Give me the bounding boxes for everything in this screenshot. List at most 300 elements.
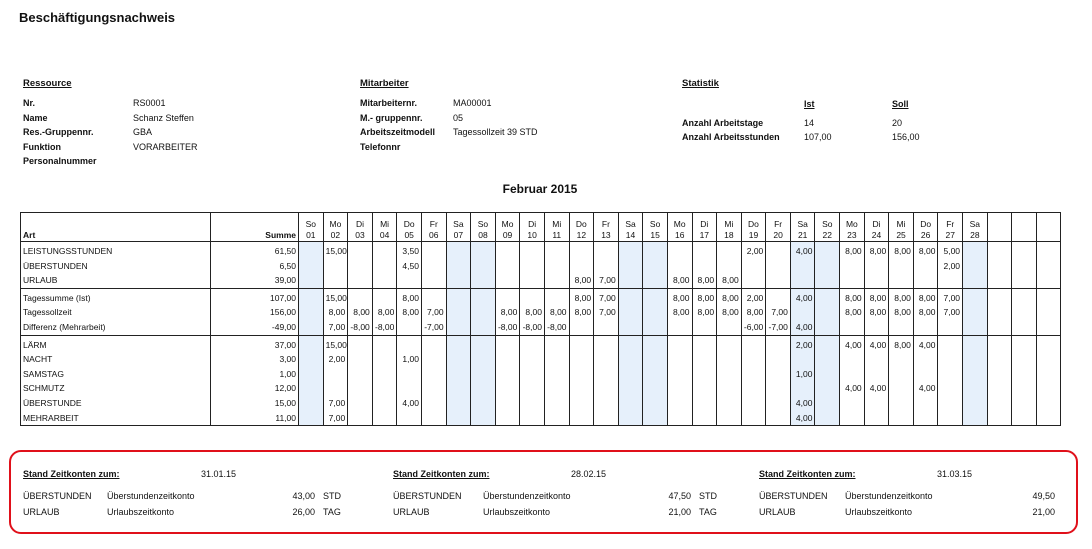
day-cell — [963, 305, 988, 320]
day-cell — [643, 352, 668, 367]
balance-column — [759, 464, 1063, 520]
page-title: Beschäftigungsnachweis — [19, 10, 176, 25]
day-cell — [741, 273, 766, 288]
weekday-label: Mo — [673, 219, 686, 229]
weekday-label: Sa — [625, 219, 636, 229]
day-cell — [963, 273, 988, 288]
day-cell — [889, 352, 914, 367]
day-cell — [471, 381, 496, 396]
day-cell — [987, 396, 1012, 411]
day-number: 08 — [478, 230, 488, 240]
day-cell — [471, 259, 496, 274]
day-cell — [815, 335, 840, 352]
day-cell: 8,00 — [569, 288, 594, 305]
day-number: 21 — [797, 230, 808, 240]
day-cell — [987, 411, 1012, 426]
day-cell — [987, 352, 1012, 367]
weekday-label: Di — [872, 219, 881, 229]
day-cell — [569, 335, 594, 352]
day-cell — [569, 259, 594, 274]
day-cell — [348, 288, 373, 305]
day-cell — [299, 381, 324, 396]
balance-type: URLAUB — [23, 507, 60, 517]
day-cell — [471, 288, 496, 305]
day-cell — [495, 259, 520, 274]
day-cell — [421, 381, 446, 396]
day-cell — [544, 259, 569, 274]
balance-account: Überstundenzeitkonto — [107, 491, 195, 501]
day-header — [594, 213, 619, 242]
day-cell — [299, 411, 324, 426]
day-cell — [471, 352, 496, 367]
day-cell: 8,00 — [913, 242, 938, 259]
day-cell — [446, 396, 471, 411]
day-cell — [299, 320, 324, 335]
day-cell — [1012, 335, 1037, 352]
day-cell — [667, 335, 692, 352]
balance-row — [23, 504, 341, 520]
day-cell: 7,00 — [323, 411, 348, 426]
day-cell — [987, 242, 1012, 259]
day-cell — [594, 320, 619, 335]
day-cell — [766, 411, 791, 426]
day-cell — [913, 396, 938, 411]
day-number: 15 — [650, 230, 660, 240]
day-cell — [495, 352, 520, 367]
day-cell — [938, 335, 963, 352]
stat-col-ist: Ist — [804, 99, 815, 109]
weekday-label: Do — [575, 219, 587, 229]
day-cell — [741, 411, 766, 426]
table-row — [21, 273, 1061, 288]
day-cell — [544, 352, 569, 367]
day-cell — [495, 242, 520, 259]
day-header — [643, 213, 668, 242]
row-sum: 107,00 — [211, 288, 299, 305]
day-header — [667, 213, 692, 242]
day-cell — [1036, 352, 1061, 367]
day-cell — [569, 381, 594, 396]
row-sum: 3,00 — [211, 352, 299, 367]
day-cell: 8,00 — [717, 288, 742, 305]
day-cell — [594, 242, 619, 259]
day-number: 02 — [330, 230, 341, 240]
balance-unit: STD — [699, 491, 717, 501]
day-cell — [1036, 396, 1061, 411]
day-cell: 4,00 — [790, 411, 815, 426]
balance-header — [23, 464, 341, 484]
stat-row — [682, 130, 920, 144]
day-cell — [446, 411, 471, 426]
day-cell: 8,00 — [913, 288, 938, 305]
day-cell — [815, 320, 840, 335]
row-sum: 37,00 — [211, 335, 299, 352]
account-balances-box — [9, 450, 1078, 534]
day-cell: 7,00 — [594, 305, 619, 320]
day-cell — [446, 320, 471, 335]
day-cell — [766, 396, 791, 411]
day-cell: 2,00 — [938, 259, 963, 274]
stat-soll: 156,00 — [892, 132, 920, 142]
day-header — [987, 213, 1012, 242]
day-number: 10 — [527, 230, 537, 240]
day-cell — [446, 288, 471, 305]
day-cell — [815, 242, 840, 259]
day-cell: 7,00 — [938, 288, 963, 305]
day-cell — [323, 381, 348, 396]
day-header — [1012, 213, 1037, 242]
day-header — [840, 213, 865, 242]
day-number: 11 — [552, 230, 562, 240]
day-cell — [421, 259, 446, 274]
day-cell — [397, 273, 422, 288]
day-cell — [717, 352, 742, 367]
weekday-label: So — [477, 219, 489, 229]
day-cell — [471, 320, 496, 335]
day-number: 22 — [822, 230, 832, 240]
mitarbeiter-heading: Mitarbeiter — [360, 78, 409, 89]
field-label: Mitarbeiternr. — [360, 98, 418, 108]
day-cell — [618, 396, 643, 411]
day-cell — [421, 411, 446, 426]
day-number: 24 — [871, 230, 882, 240]
day-cell: 8,00 — [840, 242, 865, 259]
field-value: GBA — [133, 127, 153, 137]
day-cell — [889, 320, 914, 335]
field-row — [23, 96, 283, 111]
day-cell — [495, 273, 520, 288]
day-cell — [544, 242, 569, 259]
day-cell — [299, 367, 324, 382]
day-cell: 8,00 — [692, 288, 717, 305]
field-value: RS0001 — [133, 98, 166, 108]
day-cell — [766, 242, 791, 259]
day-cell — [299, 396, 324, 411]
day-cell — [766, 273, 791, 288]
day-cell — [372, 411, 397, 426]
day-cell — [864, 352, 889, 367]
ressource-section — [23, 78, 283, 169]
row-label: URLAUB — [21, 273, 211, 288]
day-cell — [717, 396, 742, 411]
summe-header: Summe — [211, 213, 299, 242]
day-cell — [963, 259, 988, 274]
statistik-rows — [682, 116, 920, 144]
field-label: Nr. — [23, 98, 36, 108]
day-cell — [323, 367, 348, 382]
day-header — [348, 213, 373, 242]
day-cell — [594, 381, 619, 396]
row-label: LEISTUNGSSTUNDEN — [21, 242, 211, 259]
day-header — [520, 213, 545, 242]
day-cell — [987, 335, 1012, 352]
day-header — [741, 213, 766, 242]
balance-unit: TAG — [699, 507, 717, 517]
day-cell — [840, 320, 865, 335]
day-cell: 8,00 — [692, 305, 717, 320]
day-number: 16 — [674, 230, 685, 240]
weekday-label: Mo — [501, 219, 514, 229]
day-cell — [938, 367, 963, 382]
day-cell — [446, 352, 471, 367]
day-cell — [618, 288, 643, 305]
day-cell — [1012, 288, 1037, 305]
day-cell — [348, 411, 373, 426]
day-cell — [667, 367, 692, 382]
day-cell: 15,00 — [323, 335, 348, 352]
weekday-label: Do — [403, 219, 415, 229]
field-row — [360, 96, 603, 111]
day-cell — [618, 367, 643, 382]
balance-type: ÜBERSTUNDEN — [23, 491, 92, 501]
day-number: 19 — [748, 230, 759, 240]
field-label: Name — [23, 112, 48, 123]
ressource-fields — [23, 96, 283, 169]
balance-type: ÜBERSTUNDEN — [393, 491, 462, 501]
day-cell — [1012, 305, 1037, 320]
day-cell: 4,00 — [790, 396, 815, 411]
day-cell — [1012, 273, 1037, 288]
month-title: Februar 2015 — [502, 182, 578, 196]
day-cell — [1012, 381, 1037, 396]
day-cell — [421, 335, 446, 352]
day-cell — [889, 381, 914, 396]
day-cell — [299, 259, 324, 274]
field-row — [360, 125, 603, 140]
day-header — [397, 213, 422, 242]
field-label: Telefonnr — [360, 141, 401, 152]
day-cell — [520, 288, 545, 305]
day-cell: -8,00 — [544, 320, 569, 335]
day-cell — [840, 352, 865, 367]
day-number: 28 — [970, 230, 980, 240]
day-cell: 4,00 — [840, 335, 865, 352]
day-cell — [913, 273, 938, 288]
day-cell — [692, 411, 717, 426]
day-cell — [397, 335, 422, 352]
field-row — [23, 140, 283, 155]
balance-account: Überstundenzeitkonto — [845, 491, 933, 501]
day-cell — [594, 396, 619, 411]
day-cell: 8,00 — [667, 305, 692, 320]
day-cell — [717, 259, 742, 274]
day-cell: 8,00 — [397, 288, 422, 305]
day-cell — [299, 305, 324, 320]
day-header — [446, 213, 471, 242]
field-row — [360, 111, 603, 126]
day-cell — [717, 320, 742, 335]
day-cell — [643, 381, 668, 396]
day-cell — [938, 273, 963, 288]
day-cell — [643, 305, 668, 320]
day-header — [471, 213, 496, 242]
day-cell — [643, 288, 668, 305]
day-cell: 7,00 — [323, 320, 348, 335]
weekday-label: Mi — [552, 219, 562, 229]
day-cell — [323, 273, 348, 288]
day-header — [913, 213, 938, 242]
day-cell — [667, 242, 692, 259]
row-sum: 61,50 — [211, 242, 299, 259]
day-cell: 8,00 — [544, 305, 569, 320]
day-cell: 8,00 — [741, 305, 766, 320]
statistik-heading: Statistik — [682, 78, 719, 89]
day-cell — [938, 396, 963, 411]
balance-header — [393, 464, 717, 484]
day-cell — [692, 320, 717, 335]
day-cell: 4,00 — [790, 320, 815, 335]
field-label: M.- gruppennr. — [360, 112, 423, 123]
day-cell — [1036, 367, 1061, 382]
table-row — [21, 242, 1061, 259]
day-cell — [471, 335, 496, 352]
balance-unit: TAG — [323, 507, 341, 517]
day-cell: 8,00 — [692, 273, 717, 288]
day-cell: 8,00 — [864, 305, 889, 320]
row-sum: 12,00 — [211, 381, 299, 396]
day-cell: 8,00 — [889, 288, 914, 305]
weekday-label: Mi — [380, 219, 390, 229]
day-cell — [348, 242, 373, 259]
day-cell — [717, 367, 742, 382]
balance-row — [23, 488, 341, 504]
day-cell: -8,00 — [348, 320, 373, 335]
day-cell — [618, 320, 643, 335]
day-cell — [667, 352, 692, 367]
day-cell — [397, 381, 422, 396]
day-cell: 15,00 — [323, 288, 348, 305]
day-cell — [987, 305, 1012, 320]
day-cell — [913, 259, 938, 274]
day-number: 09 — [502, 230, 513, 240]
day-cell — [618, 305, 643, 320]
day-cell — [1012, 320, 1037, 335]
day-cell — [692, 335, 717, 352]
day-cell — [963, 242, 988, 259]
day-cell — [520, 335, 545, 352]
day-cell: 4,00 — [864, 381, 889, 396]
field-value — [453, 140, 603, 155]
day-cell — [569, 352, 594, 367]
day-cell — [594, 259, 619, 274]
day-cell: 2,00 — [741, 242, 766, 259]
day-cell: 8,00 — [889, 335, 914, 352]
field-value: Tagessollzeit 39 STD — [453, 127, 538, 137]
day-cell — [963, 335, 988, 352]
day-cell: 8,00 — [569, 273, 594, 288]
row-sum: 6,50 — [211, 259, 299, 274]
weekday-label: Sa — [797, 219, 808, 229]
day-cell — [544, 381, 569, 396]
day-cell — [372, 352, 397, 367]
day-header — [495, 213, 520, 242]
day-cell — [569, 367, 594, 382]
stat-label: Anzahl Arbeitstage — [682, 118, 764, 128]
day-cell — [520, 352, 545, 367]
day-cell — [815, 396, 840, 411]
day-cell: -8,00 — [495, 320, 520, 335]
balance-row — [759, 488, 1063, 504]
day-cell — [913, 411, 938, 426]
day-cell: -7,00 — [766, 320, 791, 335]
day-number: 14 — [625, 230, 636, 240]
balance-column — [23, 464, 341, 520]
day-header — [938, 213, 963, 242]
mitarbeiter-section — [360, 78, 603, 154]
day-cell — [495, 396, 520, 411]
day-cell: 7,00 — [594, 273, 619, 288]
day-cell — [471, 273, 496, 288]
day-cell — [569, 242, 594, 259]
day-cell — [495, 335, 520, 352]
day-cell — [421, 273, 446, 288]
day-cell — [348, 367, 373, 382]
day-number: 18 — [724, 230, 734, 240]
weekday-label: Fr — [429, 219, 438, 229]
balance-type: ÜBERSTUNDEN — [759, 491, 828, 501]
day-cell — [446, 305, 471, 320]
balance-row — [759, 504, 1063, 520]
row-sum: 156,00 — [211, 305, 299, 320]
weekday-label: Di — [700, 219, 709, 229]
day-cell: 8,00 — [889, 242, 914, 259]
day-header — [889, 213, 914, 242]
day-cell — [864, 320, 889, 335]
balance-value: 21,00 — [1032, 507, 1055, 517]
day-cell: 15,00 — [323, 242, 348, 259]
day-number: 27 — [945, 230, 955, 240]
day-cell — [643, 396, 668, 411]
day-cell: 8,00 — [840, 288, 865, 305]
field-row — [23, 111, 283, 126]
balance-account: Überstundenzeitkonto — [483, 491, 571, 501]
row-sum: -49,00 — [211, 320, 299, 335]
day-cell — [421, 367, 446, 382]
day-cell — [618, 411, 643, 426]
day-cell — [840, 367, 865, 382]
day-cell — [840, 396, 865, 411]
day-cell — [372, 396, 397, 411]
day-cell — [717, 381, 742, 396]
day-cell — [520, 273, 545, 288]
weekday-label: Mo — [329, 219, 342, 229]
balance-type: URLAUB — [393, 507, 430, 517]
day-cell — [1036, 242, 1061, 259]
day-cell — [1012, 259, 1037, 274]
day-cell — [421, 288, 446, 305]
day-cell — [790, 273, 815, 288]
stat-label: Anzahl Arbeitsstunden — [682, 132, 780, 142]
table-row — [21, 381, 1061, 396]
day-cell — [348, 381, 373, 396]
day-cell — [790, 352, 815, 367]
day-cell — [1012, 367, 1037, 382]
day-cell — [495, 367, 520, 382]
weekday-label: Mo — [845, 219, 858, 229]
day-cell — [938, 352, 963, 367]
day-cell — [1012, 242, 1037, 259]
balance-heading: Stand Zeitkonten zum: — [23, 469, 120, 479]
table-row — [21, 411, 1061, 426]
day-header — [372, 213, 397, 242]
day-cell: -7,00 — [421, 320, 446, 335]
day-cell — [692, 352, 717, 367]
day-number: 26 — [920, 230, 931, 240]
day-header — [766, 213, 791, 242]
day-cell — [643, 335, 668, 352]
day-cell: 8,00 — [569, 305, 594, 320]
day-cell — [299, 242, 324, 259]
